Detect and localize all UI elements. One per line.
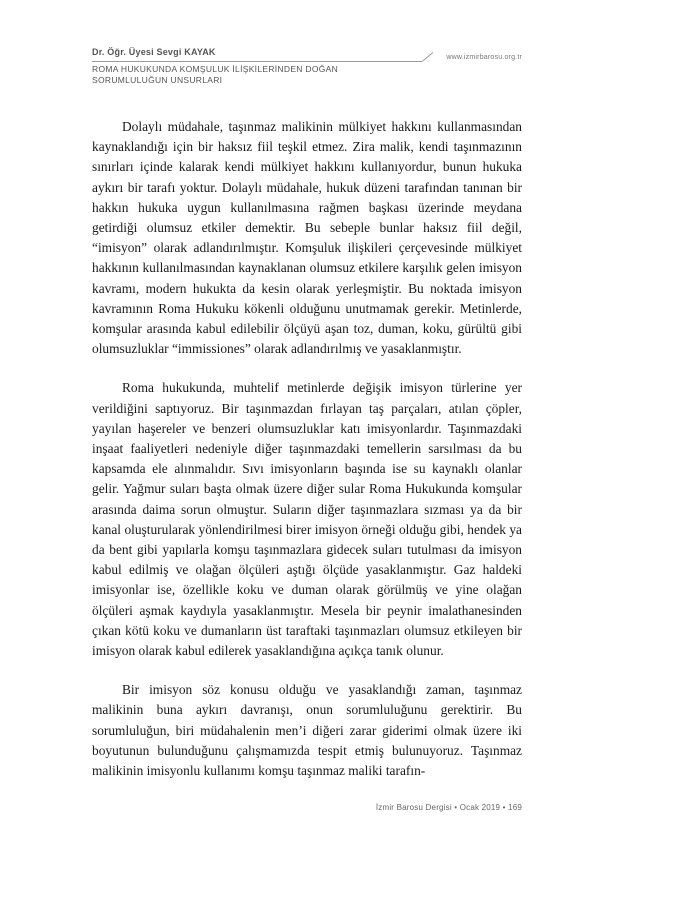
paragraph-3: Bir imisyon söz konusu olduğu ve yasaklandığı zaman, taşınmaz malikinin buna aykırı davranışı, onun sorumluluğunu gerektirir. Bu sorumluluğun, biri müdahalenin men’i diğeri zarar giderimi olmak üzere iki boyutunun bulunduğunu çalışmamızda tespit etmiş bulunuyoruz. Taşınmaz malikinin imisyonlu kullanımı komşu taşınmaz maliki tarafın- xyxy=(92,682,522,779)
page-footer: İzmir Barosu Dergisi • Ocak 2019 • 169 xyxy=(375,803,522,812)
paragraph-1: Dolaylı müdahale, taşınmaz malikinin mülkiyet hakkını kullanmasından kaynaklandığı için bir haksız fiil teşkil etmez. Zira malik, kendi taşınmazının sınırları içinde kalarak kendi mülkiyet hakkını kullanıyordur, bunun hukuka aykırı bir tarafı yoktur. Dolaylı müdahale, hukuk düzeni tarafından tanınan bir hakkın hukuka uygun kullanılmasına rağmen başkası üzerinde meydana getirdiği olumsuz etkiler demektir. Bu sebeple bunlar haksız fiil değil, “imisyon” olarak adlandırılmıştır. Komşuluk ilişkileri çerçevesinde mülkiyet hakkının kullanılmasından kaynaklanan olumsuz etkilere karşılık gelen imisyon kavramı, modern hukukta da kesin olarak yerleşmiştir. Bu noktada imisyon kavramının Roma Hukuku kökenli olduğunu unutmamak gerekir. Metinlerde, komşular arasında kabul edilebilir ölçüyü aşan toz, duman, koku, gürültü gibi olumsuzluklar “immissiones” olarak adlandırılmış ve yasaklanmıştır. xyxy=(92,119,522,357)
header-rule-diagonal xyxy=(422,52,433,62)
running-header xyxy=(92,47,522,91)
paragraph-2: Roma hukukunda, muhtelif metinlerde değişik imisyon türlerine yer verildiğini saptıyoruz. Bir taşınmazdan fırlayan taş parçaları, atılan çöpler, yayılan haşereler ve benzeri olumsuzluklar katı imisyonlardır. Taşınmazdaki inşaat faaliyetleri nedeniyle diğer taşınmazdaki temellerin sarsılması da bu kapsamda ele alınmalıdır. Sıvı imisyonların başında ise su kaynaklı olanlar gelir. Yağmur suları başta olmak üzere diğer sular Roma Hukukunda komşular arasında daima sorun olmuştur. Suların diğer taşınmazlara sızması ya da bir kanal oluşturularak yönlendirilmesi birer imisyon örneği olduğu gibi, hendek ya da bent gibi yapılarla komşu taşınmazlara gidecek suları tutulması da imisyon kabul edilmiş ve olağan ölçüleri aştığı ölçüde yasaklanmıştır. Gaz haldeki imisyonlar ise, özellikle koku ve duman olarak görülmüş ve yine olağan ölçüleri aşmak kaydıyla yasaklanmıştır. Mesela bir peynir imalathanesinden çıkan kötü koku ve dumanların üst taraftaki taşınmazları olumsuz etkileyen bir imisyon olarak kabul edilerek yasaklandığına açıkça tanık olunur. xyxy=(92,380,522,659)
author-name: Dr. Öğr. Üyesi Sevgi KAYAK xyxy=(92,47,216,57)
article-title: ROMA HUKUKUNDA KOMŞULUK İLİŞKİLERİNDEN DOĞAN SORUMLULUĞUN UNSURLARI xyxy=(92,64,339,85)
website-url: www.izmirbarosu.org.tr xyxy=(446,54,522,61)
article-body xyxy=(92,117,522,800)
header-rule xyxy=(92,61,422,62)
